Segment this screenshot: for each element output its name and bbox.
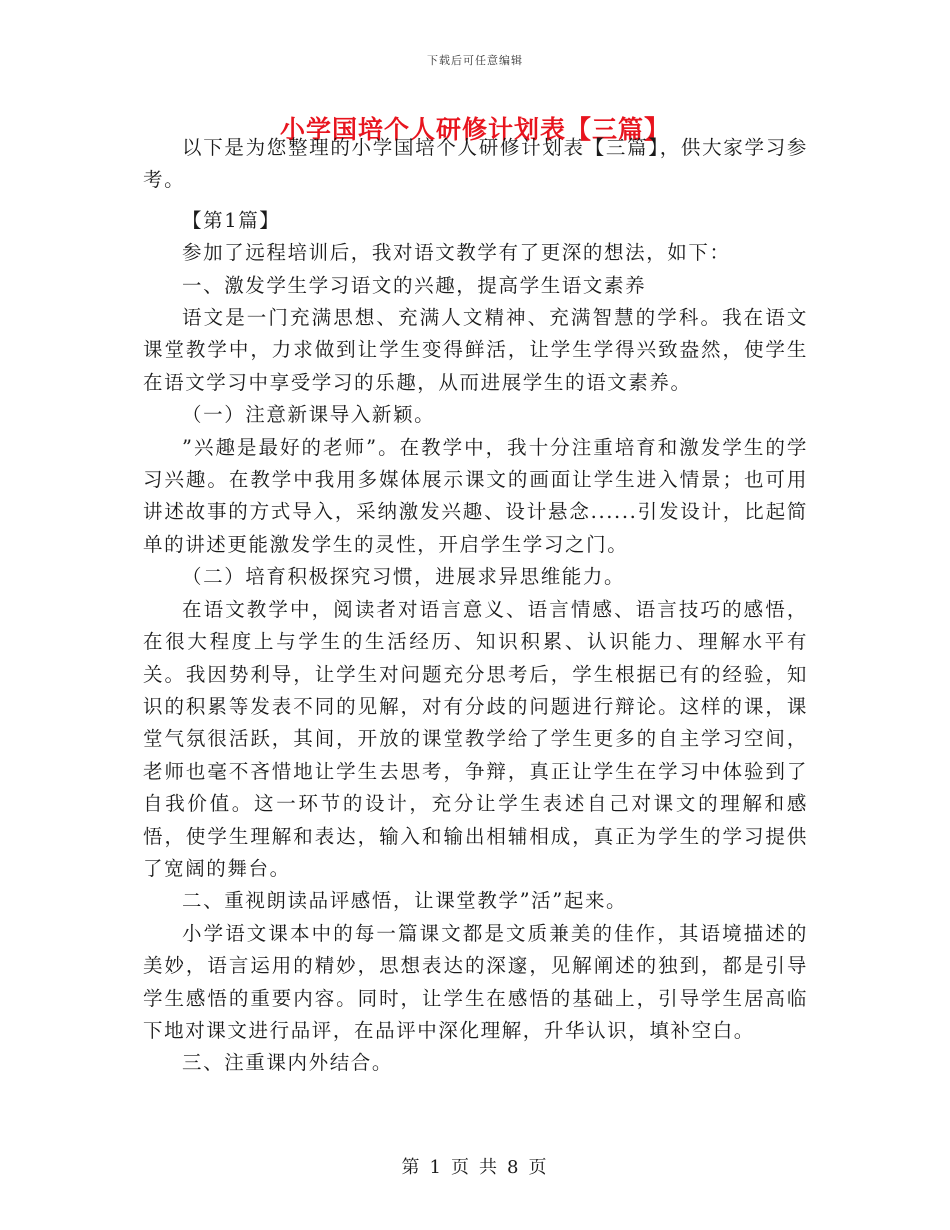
footer-word-end: 页 (528, 1157, 549, 1178)
footer-word-page: 第 (401, 1157, 422, 1178)
page-footer (0, 1153, 950, 1179)
paragraph: ”兴趣是最好的老师”。在教学中，我十分注重培育和激发学生的学习兴趣。在教学中我用多媒体展示课文的画面让学生进入情景；也可用讲述故事的方式导入，采纳激发兴趣、设计悬念......引发设计，比起简单的讲述更能激发学生的灵性，开启学生学习之门。 (143, 435, 808, 556)
paragraph: 小学语文课本中的每一篇课文都是文质兼美的佳作，其语境描述的美妙，语言运用的精妙，思想表达的深邃，见解阐述的独到，都是引导学生感悟的重要内容。同时，让学生在感悟的基础上，引导学生居高临下地对课文进行品评，在品评中深化理解，升华认识，填补空白。 (143, 921, 808, 1042)
footer-word-of: 页 (451, 1157, 471, 1178)
document-body (143, 132, 808, 1080)
footer-current-page: 1 (429, 1157, 443, 1178)
subsection-heading: （二）培育积极探究习惯，进展求异思维能力。 (182, 565, 626, 589)
footer-word-total: 共 (479, 1157, 499, 1178)
paragraph: 在语文教学中，阅读者对语言意义、语言情感、语言技巧的感悟，在很大程度上与学生的生活经历、知识积累、认识能力、理解水平有关。我因势利导，让学生对问题充分思考后，学生根据已有的经验，知识的积累等发表不同的见解，对有分歧的问题进行辩论。这样的课，课堂气氛很活跃，其间，开放的课堂教学给了学生更多的自主学习空间，老师也毫不吝惜地让学生去思考，争辩，真正让学生在学习中体验到了自我价值。这一环节的设计，充分让学生表述自己对课文的理解和感悟，使学生理解和表达，输入和输出相辅相成，真正为学生的学习提供了宽阔的舞台。 (143, 597, 808, 880)
paragraph: 语文是一门充满思想、充满人文精神、充满智慧的学科。我在语文课堂教学中，力求做到让学生变得鲜活，让学生学得兴致盎然，使学生在语文学习中享受学习的乐趣，从而进展学生的语文素养。 (143, 306, 808, 394)
intro-paragraph: 以下是为您整理的小学国培个人研修计划表【三篇】，供大家学习参考。 (143, 136, 808, 192)
section-heading: 【第1篇】 (182, 208, 281, 232)
footer-total-pages: 8 (507, 1157, 521, 1178)
subsection-heading: （一）注意新课导入新颖。 (182, 403, 436, 427)
paragraph: 参加了远程培训后，我对语文教学有了更深的想法，如下： (182, 241, 731, 265)
subsection-heading: 一、激发学生学习语文的兴趣，提高学生语文素养 (182, 273, 647, 297)
subsection-heading: 二、重视朗读品评感悟，让课堂教学”活”起来。 (182, 889, 628, 913)
header-note: 下载后可任意编辑 (427, 54, 523, 67)
subsection-heading: 三、注重课内外结合。 (182, 1051, 394, 1075)
document-title: 小学国培个人研修计划表【三篇】 (279, 115, 670, 144)
